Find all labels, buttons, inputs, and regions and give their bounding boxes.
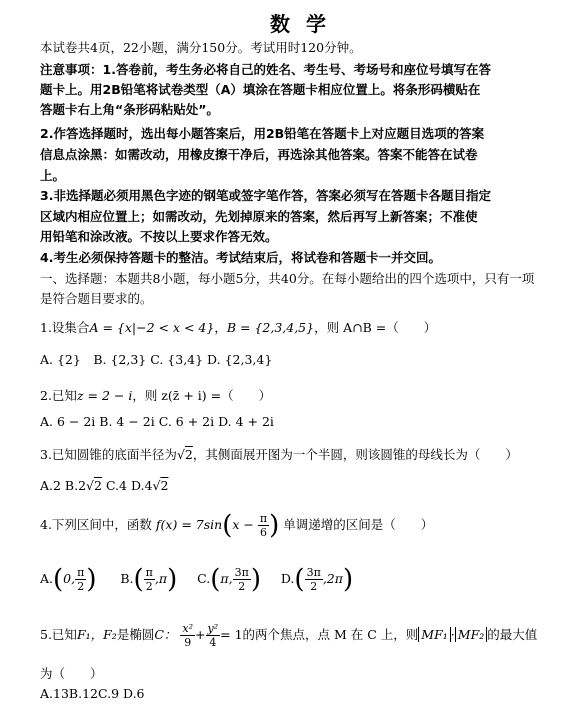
q1-ask: ，则 A∩B =（ ）	[314, 320, 437, 335]
q5-y-term: $\frac{\text{y²}}{4}$	[207, 622, 219, 649]
q5-eq: = 1	[220, 627, 243, 642]
q4-option-c: C.(π, $\frac{3\pi}{2}$ )	[197, 564, 261, 595]
q1-set-a: A = {x|−2 < x < 4}	[89, 320, 215, 335]
q4-ask: 单调递增的区间是（ ）	[283, 517, 434, 532]
q3-options	[40, 478, 168, 493]
q3-ask: ，其侧面展开图为一个半圆，则该圆锥的母线长为（ ）	[192, 447, 518, 462]
q4-func: f(x) = 7sin	[155, 517, 223, 532]
q4-x-minus: x −	[232, 517, 254, 532]
notes-line-5: 信息点涂黑：如需改动，用橡皮擦干净后，再选涂其他答案。答案不能答在试卷	[40, 147, 478, 162]
q4-option-b: B.( $\frac{\pi}{2}$ ,π)	[120, 564, 178, 595]
question-3	[40, 445, 518, 463]
q2-ask: ，则 z(z̄ + i) =（ ）	[132, 388, 272, 403]
question-4: 4.下列区间中，函数 f(x) = 7sin(x − $\frac{\pi}{6}$ ) 单调递增的区间是（ ）	[40, 510, 434, 541]
q5-foci: F₁，F₂	[76, 627, 117, 642]
q2-options: A. 6 − 2i B. 4 − 2i C. 6 + 2i D. 4 + 2i	[40, 414, 274, 429]
q4-pi-over-6: $\frac{\pi}{6}$	[259, 512, 268, 539]
q5-mf2: MF₂	[455, 627, 487, 642]
q2-z: z = 2 − i	[76, 388, 133, 403]
notes-line-3: 答题卡右上角“条形码粘贴处”。	[40, 102, 219, 117]
notes-line-8: 区域内相应位置上；如需改动，先划掉原来的答案，然后再写上新答案；不准使	[40, 209, 478, 224]
q5-ellipse-name: C：	[154, 627, 177, 642]
question-2	[40, 386, 271, 404]
section-heading-line-1: 一、选择题：本题共8小题，每小题5分，共40分。在每小题给出的四个选项中，只有一项	[40, 271, 535, 286]
q3-prefix: 3.已知圆锥的底面半径为	[40, 447, 177, 462]
question-5: 5.已知F₁，F₂是椭圆C： $\frac{\text{x²}}{9}$ + $\frac{\text{y²}}{4}$ = 1的两个焦点，点 M 在 C 上，则 MF₁ · MF₂ 的最大值	[40, 622, 538, 649]
q5-line-2: 为（ ）	[40, 666, 103, 681]
q1-set-b: B = {2,3,4,5}	[226, 320, 315, 335]
question-1	[40, 318, 436, 336]
q4-option-a: A.(0, $\frac{\pi}{2}$ )	[40, 564, 97, 595]
q3-sqrt: √2	[176, 447, 193, 462]
q5-x-term: $\frac{\text{x²}}{9}$	[182, 622, 194, 649]
q3-sqrt-b: √2	[86, 478, 102, 493]
notes-line-9: 用铅笔和涂改液。不按以上要求作答无效。	[40, 229, 278, 244]
notes-line-7: 3.非选择题必须用黑色字迹的钢笔或签字笔作答，答案必须写在答题卡各题目指定	[40, 188, 491, 203]
notes-line-1: 注意事项：1.答卷前，考生务必将自己的姓名、考生号、考场号和座位号填写在答	[40, 62, 491, 77]
q3-opt-a: A.2 B.2	[40, 478, 87, 493]
q3-sqrt-d: √2	[152, 478, 169, 493]
q5-tail: 的最大值	[487, 627, 538, 642]
notes-line-10: 4.考生必须保持答题卡的整洁。考试结束后，将试卷和答题卡一并交回。	[40, 250, 441, 265]
page-title: 数学	[270, 12, 342, 36]
q5-dot: ·	[450, 627, 455, 642]
q3-opt-b: C.4 D.4	[101, 478, 153, 493]
notes-line-2: 题卡上。用2B铅笔将试卷类型（A）填涂在答题卡相应位置上。将条形码横贴在	[40, 82, 481, 97]
q2-prefix: 2.已知	[40, 388, 77, 403]
q1-sep: ，	[214, 320, 227, 335]
q5-prefix: 5.已知	[40, 627, 77, 642]
q5-mid: 是椭圆	[116, 627, 155, 642]
notes-line-6: 上。	[40, 168, 66, 183]
notes-line-4: 2.作答选择题时，选出每小题答案后，用2B铅笔在答题卡上对应题目选项的答案	[40, 126, 485, 141]
q1-prefix: 1.设集合	[40, 320, 90, 335]
section-heading-line-2: 是符合题目要求的。	[40, 291, 153, 306]
q4-options	[40, 566, 353, 593]
q5-mf1: MF₁	[418, 627, 450, 642]
q1-options: A. {2} B. {2,3} C. {3,4} D. {2,3,4}	[40, 352, 273, 367]
q5-options: A.13B.12C.9 D.6	[40, 686, 145, 701]
exam-intro: 本试卷共4页，22小题，满分150分。考试用时120分钟。	[40, 40, 362, 55]
q4-prefix: 4.下列区间中，函数	[40, 517, 152, 532]
q5-rest: 的两个焦点，点 M 在 C 上，则	[242, 627, 419, 642]
q4-option-d: D.( $\frac{3\pi}{2}$ ,2π)	[280, 564, 354, 595]
